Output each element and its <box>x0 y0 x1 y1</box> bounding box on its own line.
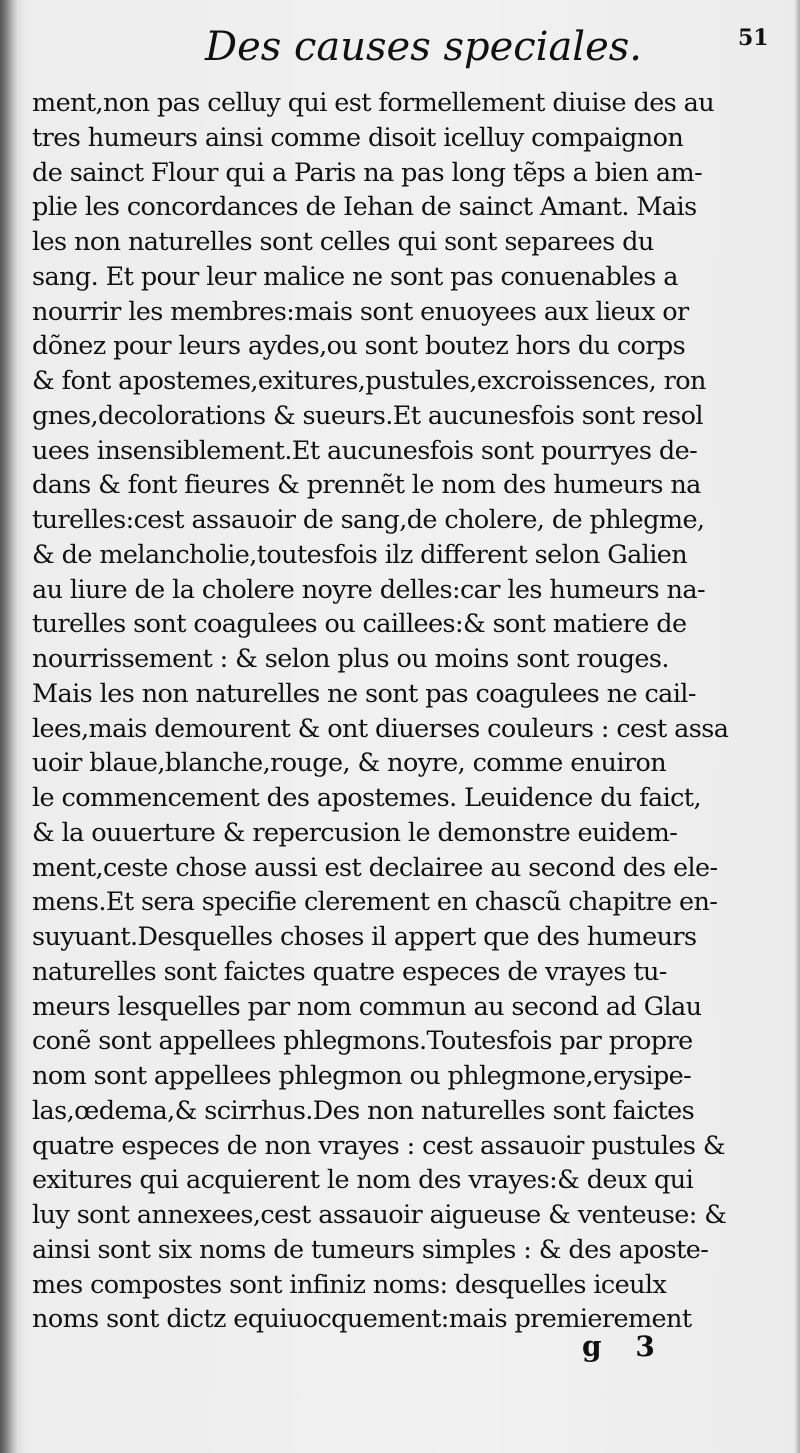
text-line: suyuant.Desquelles choses il appert que des humeurs <box>32 922 697 952</box>
text-line: uees insensiblement.Et aucunesfois sont pourryes de- <box>32 435 698 466</box>
text-line: luy sont annexees,cest assauoir aigueuse & venteuse: & <box>32 1200 727 1230</box>
text-line: de sainct Flour qui a Paris na pas long tẽps a bien am- <box>32 157 703 188</box>
text-line: nourrissement : & selon plus ou moins sont rouges. <box>32 644 669 674</box>
text-line: & font apostemes,exitures,pustules,excroissences, ron <box>32 366 706 396</box>
text-line: au liure de la cholere noyre delles:car les humeurs na- <box>32 574 705 605</box>
signature-mark: g 3 <box>582 1330 667 1363</box>
text-line: ainsi sont six noms de tumeurs simples : & des aposte- <box>32 1234 709 1265</box>
text-line: plie les concordances de Iehan de sainct Amant. Mais <box>32 192 697 223</box>
text-line: nourrir les membres:mais sont enuoyees aux lieux or <box>32 296 689 327</box>
text-line: le commencement des apostemes. Leuidence du faict, <box>32 783 701 813</box>
text-line: turelles:cest assauoir de sang,de cholere, de phlegme, <box>32 505 705 535</box>
text-line: tres humeurs ainsi comme disoit icelluy compaignon <box>32 122 684 153</box>
binding-shadow <box>0 0 18 1453</box>
text-line: & de melancholie,toutesfois ilz different selon Galien <box>32 539 688 570</box>
text-line: las,œdema,& scirrhus.Des non naturelles sont faictes <box>32 1095 695 1126</box>
text-line: sang. Et pour leur malice ne sont pas conuenables a <box>32 261 678 292</box>
text-line: exitures qui acquierent le nom des vrayes:& deux qui <box>32 1165 694 1196</box>
text-line: les non naturelles sont celles qui sont separees du <box>32 227 654 257</box>
text-line: noms sont dictz equiuocquement:mais premierement <box>32 1304 692 1335</box>
text-line: uoir blaue,blanche,rouge, & noyre, comme enuiron <box>32 748 667 779</box>
body-text <box>32 86 760 1337</box>
page-header <box>0 18 800 78</box>
text-line: Mais les non naturelles ne sont pas coagulees ne cail- <box>32 678 696 709</box>
page-number: 51 <box>738 25 769 51</box>
text-line: conẽ sont appellees phlegmons.Toutesfois par propre <box>32 1026 693 1057</box>
text-line: quatre especes de non vrayes : cest assauoir pustules & <box>32 1130 726 1161</box>
text-line: naturelles sont faictes quatre especes de vrayes tu- <box>32 956 667 987</box>
text-line: meurs lesquelles par nom commun au second ad Glau <box>32 991 702 1022</box>
text-line: dõnez pour leurs aydes,ou sont boutez hors du corps <box>32 331 686 362</box>
text-line: gnes,decolorations & sueurs.Et aucunesfois sont resol <box>32 400 703 431</box>
text-line: dans & font fieures & prennẽt le nom des humeurs na <box>32 470 701 501</box>
text-line: turelles sont coagulees ou caillees:& sont matiere de <box>32 609 687 640</box>
text-line: ment,non pas celluy qui est formellement diuise des au <box>32 88 715 118</box>
text-line: ment,ceste chose aussi est declairee au second des ele- <box>32 852 718 883</box>
text-line: nom sont appellees phlegmon ou phlegmone,erysipe- <box>32 1061 692 1091</box>
text-line: mes compostes sont infiniz noms: desquelles iceulx <box>32 1269 667 1300</box>
text-line: & la ouuerture & repercusion le demonstre euidem- <box>32 817 678 848</box>
running-title: Des causes speciales. <box>205 24 642 70</box>
text-line: lees,mais demourent & ont diuerses couleurs : cest assa <box>32 713 729 744</box>
page-edge-shadow <box>794 0 800 1453</box>
text-line: mens.Et sera specifie clerement en chascũ chapitre en- <box>32 887 718 918</box>
